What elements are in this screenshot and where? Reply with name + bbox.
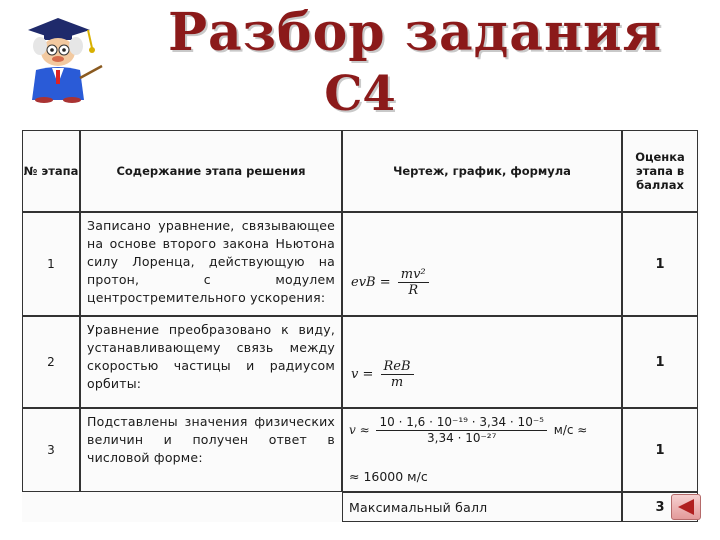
back-triangle-icon bbox=[672, 495, 700, 519]
row3-formula: v ≈ $\frac{\text{10 · 1,6 · 10⁻¹⁹ · 3,34 · 10⁻⁵}}{\text{3,34 · 10⁻²⁷}}$ м/с ≈ ≈ 16000 м/с bbox=[342, 408, 622, 492]
header-drawing: Чертеж, график, формула bbox=[342, 130, 622, 212]
row2-formula: v = $\frac{\text{ReB}}{m}$ bbox=[342, 316, 622, 408]
header-content: Содержание этапа решения bbox=[80, 130, 342, 212]
footer-label: Максимальный балл bbox=[342, 492, 622, 522]
row2-score: 1 bbox=[622, 316, 698, 408]
row1-score: 1 bbox=[622, 212, 698, 316]
row2-step: 2 bbox=[22, 316, 80, 408]
header-step: № этапа bbox=[22, 130, 80, 212]
row1-formula: evB = $\frac{\text{mv²}}{R}$ bbox=[342, 212, 622, 316]
row1-content: Записано уравнение, связывающее на основе второго закона Ньютона силу Лоренца, действующую на протон, с модулем центростремительного ускорения: bbox=[80, 212, 342, 316]
row3-content: Подставлены значения физических величин и получен ответ в числовой форме: bbox=[80, 408, 342, 492]
row3-step: 3 bbox=[22, 408, 80, 492]
row1-step: 1 bbox=[22, 212, 80, 316]
page-subtitle: С4 bbox=[324, 66, 396, 122]
row3-result: ≈ 16000 м/с bbox=[349, 469, 428, 484]
row2-content: Уравнение преобразовано к виду, устанавливающему связь между скоростью частицы и радиусом орбиты: bbox=[80, 316, 342, 408]
grading-table bbox=[22, 130, 700, 522]
page-title: Разбор задания bbox=[167, 2, 663, 63]
back-button[interactable] bbox=[671, 494, 701, 520]
header-score: Оценка этапа в баллах bbox=[622, 130, 698, 212]
footer-score: 3 bbox=[622, 492, 698, 522]
row3-score: 1 bbox=[622, 408, 698, 492]
